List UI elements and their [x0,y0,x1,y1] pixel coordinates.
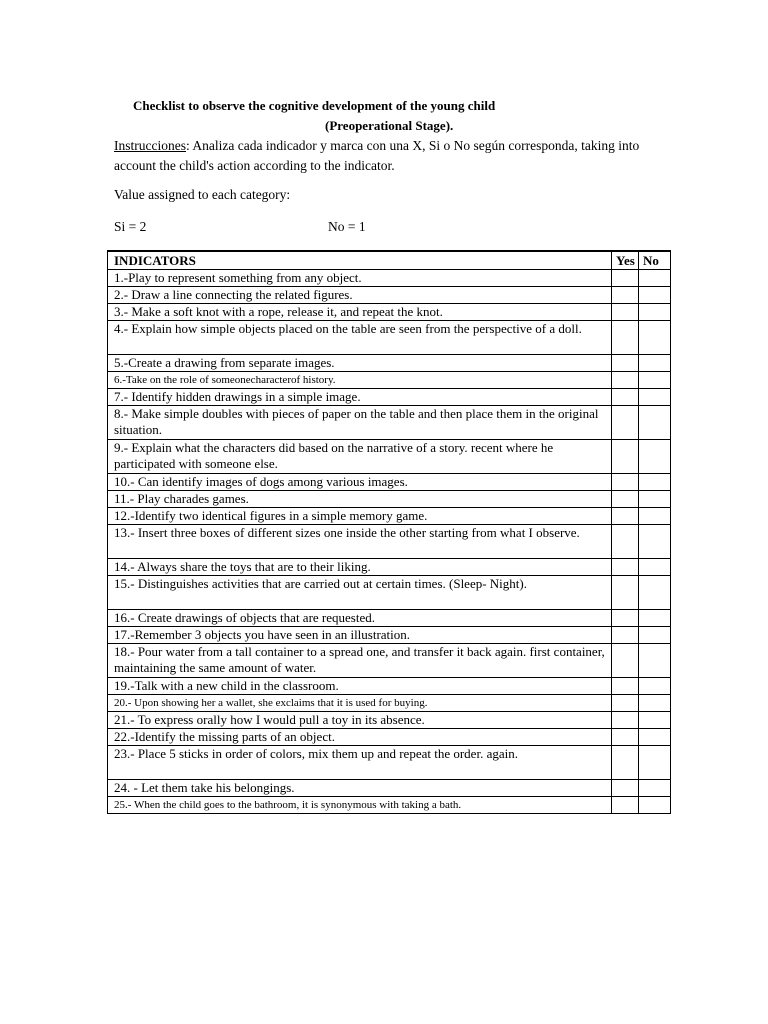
no-checkbox-cell[interactable] [639,491,671,508]
no-checkbox-cell[interactable] [639,729,671,746]
yes-checkbox-cell[interactable] [612,695,639,712]
yes-checkbox-cell[interactable] [612,576,639,610]
no-checkbox-cell[interactable] [639,508,671,525]
yes-checkbox-cell[interactable] [612,780,639,797]
no-checkbox-cell[interactable] [639,270,671,287]
indicator-text: 18.- Pour water from a tall container to a spread one, and transfer it back again. first container, maintaining the same amount of water. [108,644,612,678]
table-row [108,321,671,355]
indicator-text: 4.- Explain how simple objects placed on the table are seen from the perspective of a doll. [108,321,612,355]
table-row [108,372,671,389]
no-checkbox-cell[interactable] [639,525,671,559]
no-checkbox-cell[interactable] [639,695,671,712]
indicators-table [107,250,671,814]
indicator-text: 10.- Can identify images of dogs among various images. [108,474,612,491]
indicator-text: 25.- When the child goes to the bathroom, it is synonymous with taking a bath. [108,797,612,814]
table-row [108,729,671,746]
no-checkbox-cell[interactable] [639,576,671,610]
no-checkbox-cell[interactable] [639,797,671,814]
indicator-text: 8.- Make simple doubles with pieces of paper on the table and then place them in the original situation. [108,406,612,440]
no-checkbox-cell[interactable] [639,610,671,627]
indicator-text: 5.-Create a drawing from separate images. [108,355,612,372]
indicator-text: 3.- Make a soft knot with a rope, release it, and repeat the knot. [108,304,612,321]
table-row [108,355,671,372]
yes-checkbox-cell[interactable] [612,525,639,559]
table-row [108,508,671,525]
indicator-text: 24. - Let them take his belongings. [108,780,612,797]
yes-checkbox-cell[interactable] [612,440,639,474]
no-checkbox-cell[interactable] [639,440,671,474]
value-heading: Value assigned to each category: [114,187,291,202]
indicator-text: 15.- Distinguishes activities that are carried out at certain times. (Sleep- Night). [108,576,612,610]
table-row [108,440,671,474]
table-row [108,270,671,287]
table-row [108,797,671,814]
indicator-text: 21.- To express orally how I would pull a toy in its absence. [108,712,612,729]
table-row [108,780,671,797]
table-row [108,389,671,406]
no-checkbox-cell[interactable] [639,678,671,695]
yes-checkbox-cell[interactable] [612,270,639,287]
yes-checkbox-cell[interactable] [612,304,639,321]
yes-checkbox-cell[interactable] [612,355,639,372]
header-indicators: INDICATORS [108,251,612,270]
no-checkbox-cell[interactable] [639,355,671,372]
yes-checkbox-cell[interactable] [612,321,639,355]
yes-checkbox-cell[interactable] [612,797,639,814]
indicator-text: 12.-Identify two identical figures in a simple memory game. [108,508,612,525]
table-row [108,474,671,491]
no-checkbox-cell[interactable] [639,406,671,440]
document-title: Checklist to observe the cognitive development of the young child [133,98,496,113]
table-row [108,627,671,644]
indicator-text: 1.-Play to represent something from any object. [108,270,612,287]
yes-checkbox-cell[interactable] [612,287,639,304]
scale-yes-value: Si = 2 [114,219,147,234]
no-checkbox-cell[interactable] [639,780,671,797]
indicator-text: 13.- Insert three boxes of different sizes one inside the other starting from what I observe. [108,525,612,559]
indicator-text: 7.- Identify hidden drawings in a simple image. [108,389,612,406]
yes-checkbox-cell[interactable] [612,474,639,491]
no-checkbox-cell[interactable] [639,474,671,491]
indicator-text: 20.- Upon showing her a wallet, she exclaims that it is used for buying. [108,695,612,712]
yes-checkbox-cell[interactable] [612,610,639,627]
indicator-text: 14.- Always share the toys that are to their liking. [108,559,612,576]
yes-checkbox-cell[interactable] [612,559,639,576]
indicator-text: 17.-Remember 3 objects you have seen in an illustration. [108,627,612,644]
yes-checkbox-cell[interactable] [612,406,639,440]
no-checkbox-cell[interactable] [639,559,671,576]
yes-checkbox-cell[interactable] [612,712,639,729]
table-row [108,576,671,610]
yes-checkbox-cell[interactable] [612,729,639,746]
yes-checkbox-cell[interactable] [612,627,639,644]
no-checkbox-cell[interactable] [639,321,671,355]
yes-checkbox-cell[interactable] [612,678,639,695]
table-row [108,406,671,440]
yes-checkbox-cell[interactable] [612,644,639,678]
table-row [108,304,671,321]
table-row [108,712,671,729]
table-row [108,746,671,780]
table-row [108,610,671,627]
no-checkbox-cell[interactable] [639,304,671,321]
indicator-text: 19.-Talk with a new child in the classroom. [108,678,612,695]
table-row [108,525,671,559]
yes-checkbox-cell[interactable] [612,389,639,406]
document-subtitle: (Preoperational Stage). [325,118,454,133]
indicator-text: 22.-Identify the missing parts of an object. [108,729,612,746]
table-row [108,678,671,695]
table-row [108,644,671,678]
yes-checkbox-cell[interactable] [612,372,639,389]
instructions-text: : Analiza cada indicador y marca con una X, Si o No según corresponda, taking into account the child's action according to the indicator. [114,138,640,173]
indicator-text: 9.- Explain what the characters did based on the narrative of a story. recent where he participated with someone else. [108,440,612,474]
indicator-text: 16.- Create drawings of objects that are requested. [108,610,612,627]
no-checkbox-cell[interactable] [639,644,671,678]
header-yes: Yes [612,251,639,270]
instructions-label: Instrucciones [114,138,186,153]
no-checkbox-cell[interactable] [639,746,671,780]
instructions [114,136,674,176]
table-row [108,287,671,304]
no-checkbox-cell[interactable] [639,287,671,304]
yes-checkbox-cell[interactable] [612,746,639,780]
no-checkbox-cell[interactable] [639,627,671,644]
scale-no-value: No = 1 [328,219,366,234]
no-checkbox-cell[interactable] [639,372,671,389]
yes-checkbox-cell[interactable] [612,491,639,508]
yes-checkbox-cell[interactable] [612,508,639,525]
no-checkbox-cell[interactable] [639,712,671,729]
table-row [108,695,671,712]
indicator-text: 23.- Place 5 sticks in order of colors, mix them up and repeat the order. again. [108,746,612,780]
no-checkbox-cell[interactable] [639,389,671,406]
table-row [108,559,671,576]
header-no: No [639,251,671,270]
indicator-text: 2.- Draw a line connecting the related figures. [108,287,612,304]
indicator-text: 6.-Take on the role of someonecharacterof history. [108,372,612,389]
indicator-text: 11.- Play charades games. [108,491,612,508]
table-row [108,491,671,508]
